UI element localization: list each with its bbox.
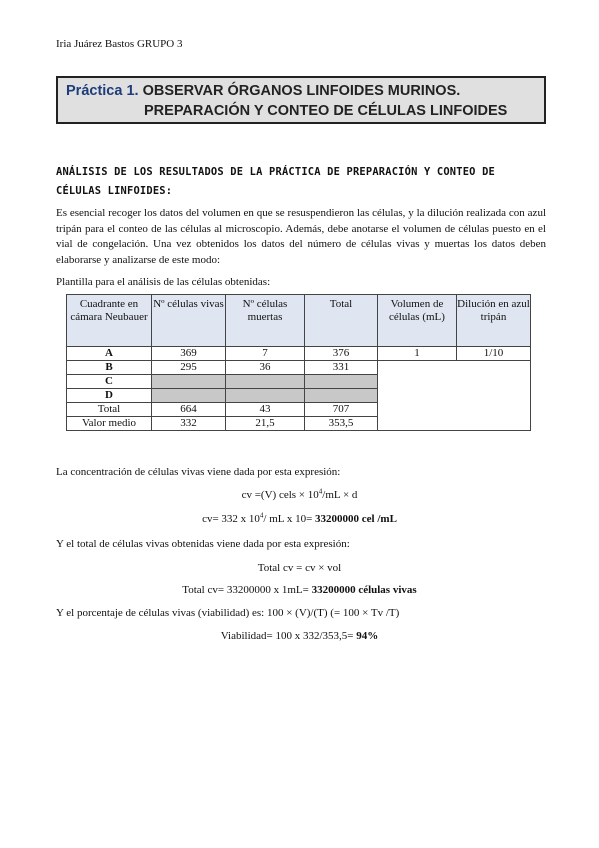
concentration-formula: cv =(V) cels × $10^4/mL \times d$ [241,487,358,501]
page-header: Iria Juárez Bastos GRUPO 3 [56,38,183,50]
cell-muertas: 21,5 [226,417,305,431]
cell-quadrant: B [67,361,152,375]
practice-title-line1: OBSERVAR ÓRGANOS LINFOIDES MURINOS. [142,83,461,99]
header-cuadrante: Cuadrante en cámara Neubauer [67,295,152,347]
cell-muertas: 36 [226,361,305,375]
concentration-calculation: cv= 332 x $10^4/$ mL x 10= 33200000 cel /mL [202,511,397,525]
cell-vivas: 664 [152,403,226,417]
template-label: Plantilla para el análisis de las células obtenidas: [56,276,271,288]
cell-vivas: 369 [152,347,226,361]
intro-paragraph: Es esencial recoger los datos del volumen en que se resuspendieron las células, y la dilución realizada con azul tripán para el conteo de las células al microscopio. Además, debe anotarse el volumen de células puesto en el vial de congelación. Una vez obtenidos los datos del número de células vivas y muertas los datos deben elaborarse y analizarse de este modo: [56,207,546,266]
header-volumen: Volumen de células (mL) [378,295,457,347]
cell-vivas: 295 [152,361,226,375]
header-total: Total [305,295,378,347]
cell-quadrant: Valor medio [67,417,152,431]
section-title: ANÁLISIS DE LOS RESULTADOS DE LA PRÁCTICA DE PREPARACIÓN Y CONTEO DE CÉLULAS LINFOIDES: [56,166,495,197]
practice-title-line2: PREPARACIÓN Y CONTEO DE CÉLULAS LINFOIDES [144,103,508,119]
viability-result: 94% [356,630,379,642]
cell-vivas: 332 [152,417,226,431]
header-dilucion: Dilución en azul tripán [457,295,531,347]
practice-banner [56,76,546,124]
cell-total [305,375,378,389]
cell-muertas [226,389,305,403]
viability-calculation: Viabilidad= 100 x 332/353,5= 94% [220,630,379,642]
cell-muertas: 43 [226,403,305,417]
total-formula: Total cv = cv × vol [257,562,342,574]
cell-total: 331 [305,361,378,375]
cell-volumen: 1 [378,347,457,361]
concentration-intro: La concentración de células vivas viene dada por esta expresión: [56,466,341,478]
cell-quadrant: A [67,347,152,361]
cell-quadrant: D [67,389,152,403]
cell-total: 707 [305,403,378,417]
table-row [67,361,531,375]
cell-muertas: 7 [226,347,305,361]
header-vivas: Nº células vivas [152,295,226,347]
total-intro: Y el total de células vivas obtenidas viene dada por esta expresión: [56,538,350,550]
total-calculation: Total cv= 33200000 x 1mL= 33200000 células vivas [182,584,417,596]
table-row [67,347,531,361]
cell-muertas [226,375,305,389]
cell-vivas [152,389,226,403]
table-header-row [67,295,531,347]
cell-quadrant: Total [67,403,152,417]
cell-quadrant: C [67,375,152,389]
cell-total: 376 [305,347,378,361]
cell-count-table [66,294,531,431]
cell-dilucion: 1/10 [457,347,531,361]
empty-merged-cell [378,361,531,431]
cell-total: 353,5 [305,417,378,431]
header-muertas: Nº células muertas [226,295,305,347]
concentration-result: 33200000 cel /mL [315,513,397,525]
cell-vivas [152,375,226,389]
total-result: 33200000 células vivas [311,584,417,596]
practice-label: Práctica 1. [66,83,139,99]
cell-total [305,389,378,403]
viability-intro: Y el porcentaje de células vivas (viabilidad) es: 100 × (V)/(T) (= 100 × Tv /T) [56,607,400,619]
